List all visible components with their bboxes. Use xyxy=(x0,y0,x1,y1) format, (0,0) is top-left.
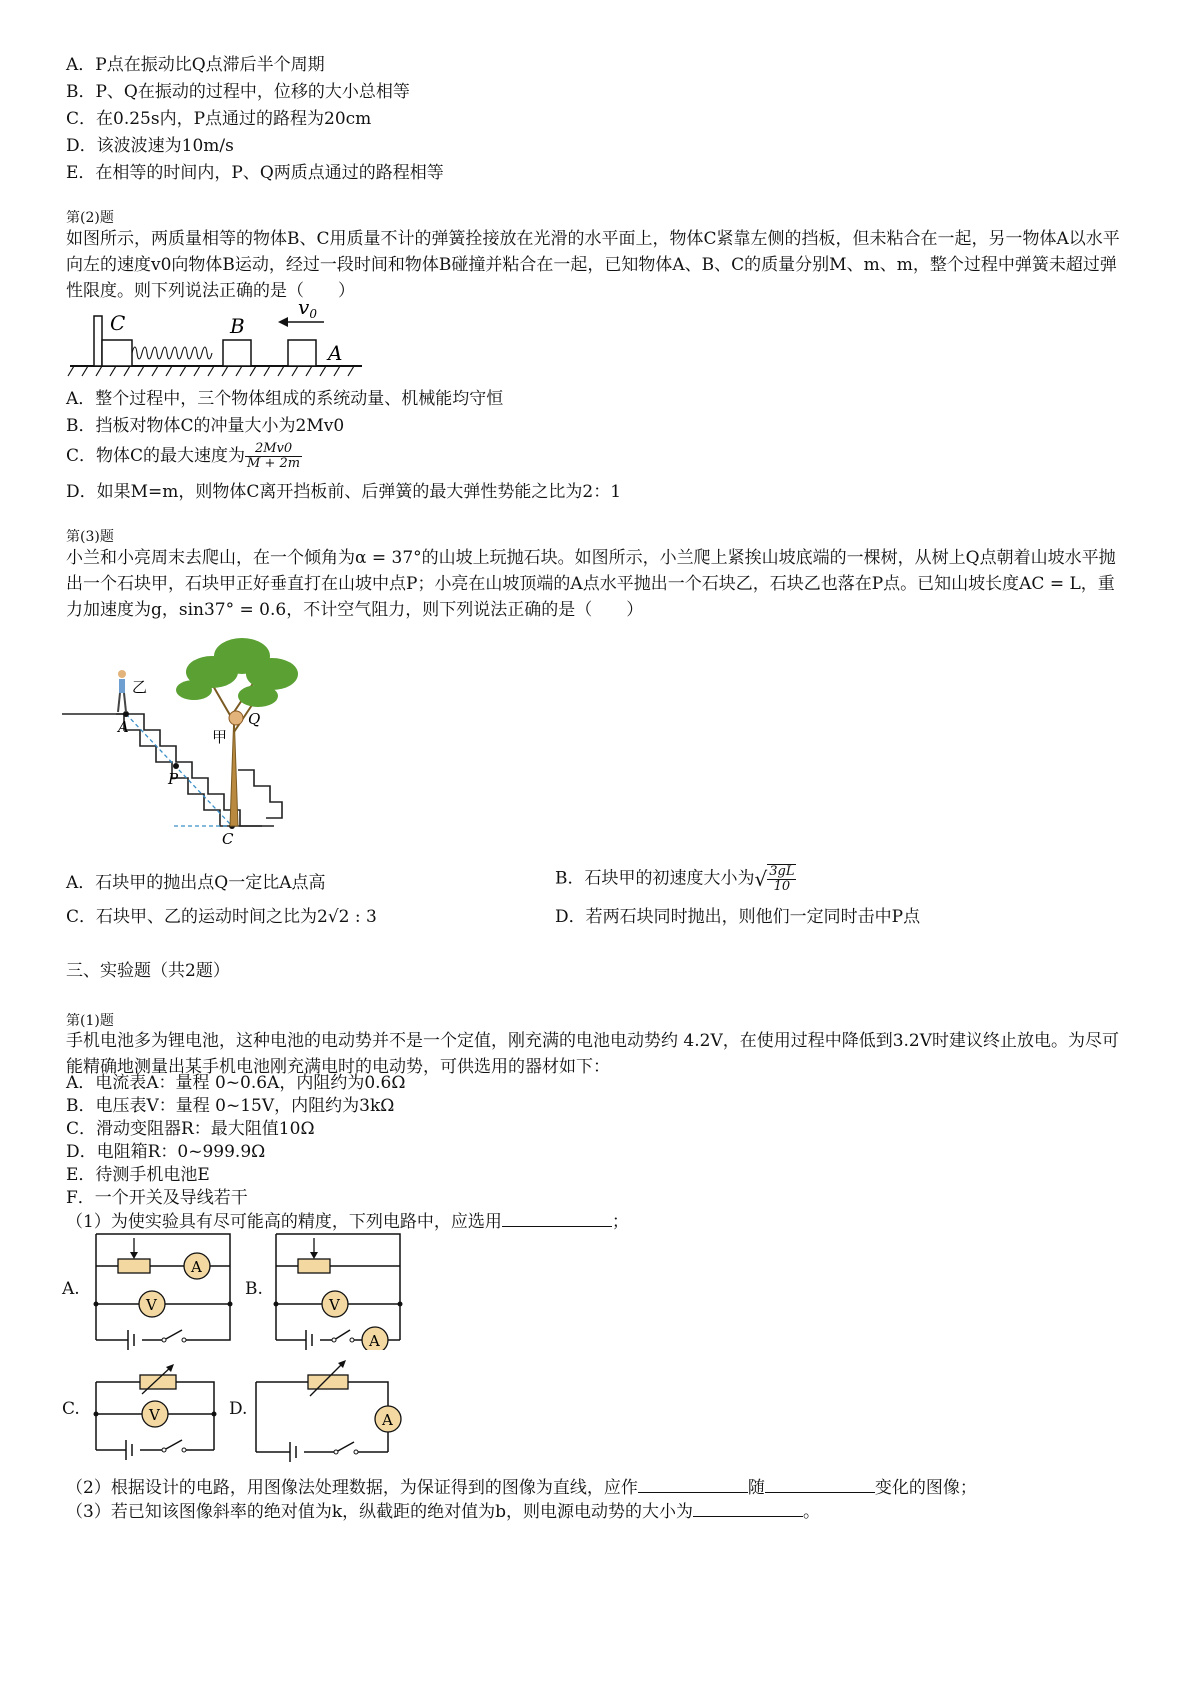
svg-text:A: A xyxy=(191,1258,202,1276)
label-q: Q xyxy=(248,710,261,728)
label-a: A xyxy=(118,718,129,736)
equipment-e: E．待测手机电池E xyxy=(66,1165,210,1185)
point-p xyxy=(173,763,179,769)
label-yi: 乙 xyxy=(132,678,148,696)
svg-text:A: A xyxy=(382,1411,393,1429)
block-b xyxy=(223,340,251,366)
girl-jia xyxy=(229,711,243,725)
answer-blank-x[interactable] xyxy=(765,1476,875,1493)
prev-option-b: B．P、Q在振动的过程中，位移的大小总相等 xyxy=(66,82,410,102)
question-3-option-b: B．石块甲的初速度大小为√ $\frac{3gL}{10}$ xyxy=(555,864,795,894)
block-c xyxy=(102,340,132,366)
prev-option-d: D．该波波速为10m/s xyxy=(66,136,234,156)
label-jia: 甲 xyxy=(212,728,228,746)
circuit-label-c: C. xyxy=(62,1399,80,1419)
question-3-option-c: C．石块甲、乙的运动时间之比为2√2 : 3 xyxy=(66,907,377,927)
prev-option-c: C．在0.25s内，P点通过的路程为20cm xyxy=(66,109,372,129)
circuit-a xyxy=(88,1228,238,1350)
equipment-a: A．电流表A：量程 0~0.6A，内阻约为0.6Ω xyxy=(66,1073,406,1093)
block-spring-figure xyxy=(66,300,366,382)
slope-tree-figure xyxy=(62,632,322,852)
answer-blank-emf[interactable] xyxy=(693,1500,803,1517)
question-2-stem: 如图所示，两质量相等的物体B、C用质量不计的弹簧拴接放在光滑的水平面上，物体C紧靠左侧的挡板，但未粘合在一起，另一物体A以水平向左的速度v0向物体B运动，经过一段时间和物体B碰撞并粘合在一起，已知物体A、B、C的质量分别M、m、m，整个过程中弹簧未超过弹性限度。则下列说法正确的是（ ） xyxy=(66,229,1120,301)
prev-option-a: A．P点在振动比Q点滞后半个周期 xyxy=(66,55,325,75)
question-3-label: 第(3)题 xyxy=(66,529,114,545)
question-3-option-a: A．石块甲的抛出点Q一定比A点高 xyxy=(66,873,326,893)
svg-text:A: A xyxy=(369,1332,380,1350)
circuit-label-a: A. xyxy=(62,1279,80,1299)
experiment-q3: （3）若已知该图像斜率的绝对值为k，纵截距的绝对值为b，则电源电动势的大小为 。 xyxy=(66,1502,820,1522)
circuit-c xyxy=(88,1360,224,1462)
label-c: C xyxy=(222,830,234,848)
label-p: P xyxy=(168,770,179,788)
circuit-label-b: B. xyxy=(245,1279,263,1299)
experiment-1-stem: 手机电池多为锂电池，这种电池的电动势并不是一个定值，刚充满的电池电动势约 4.2V，在使用过程中降低到3.2V时建议终止放电。为尽可能精确地测量出某手机电池刚充满电时的电动势，可供选用的器材如下： xyxy=(66,1031,1120,1077)
spring xyxy=(132,347,212,359)
equipment-c: C．滑动变阻器R：最大阻值10Ω xyxy=(66,1119,315,1139)
wall-board xyxy=(94,316,102,366)
experiment-q1: （1）为使实验具有尽可能高的精度，下列电路中，应选用 ； xyxy=(66,1212,629,1232)
ground-hatch xyxy=(68,366,354,376)
question-2-option-a: A．整个过程中，三个物体组成的系统动量、机械能均守恒 xyxy=(66,389,504,409)
label-c: C xyxy=(110,311,126,335)
prev-option-e: E．在相等的时间内，P、Q两质点通过的路程相等 xyxy=(66,163,444,183)
boy-yi xyxy=(118,670,126,678)
circuit-label-d: D. xyxy=(229,1399,248,1419)
equipment-f: F．一个开关及导线若干 xyxy=(66,1188,248,1208)
svg-text:V: V xyxy=(146,1296,157,1314)
label-v0: $v_0$ xyxy=(298,300,317,321)
answer-blank-y[interactable] xyxy=(638,1476,748,1493)
fraction-3gl-10: $\frac{3gL}{10}$ xyxy=(769,864,795,894)
question-2-label: 第(2)题 xyxy=(66,210,114,226)
stairs-right xyxy=(238,770,282,818)
question-2-option-d: D．如果M=m，则物体C离开挡板前、后弹簧的最大弹性势能之比为2：1 xyxy=(66,482,622,502)
experiment-1-label: 第(1)题 xyxy=(66,1013,114,1029)
circuit-b xyxy=(268,1228,418,1350)
block-a xyxy=(288,340,316,366)
tree-canopy xyxy=(176,638,298,707)
label-a: A xyxy=(328,341,343,365)
question-2-option-b: B．挡板对物体C的冲量大小为2Mv0 xyxy=(66,416,345,436)
circuit-d xyxy=(250,1352,414,1466)
question-3-stem: 小兰和小亮周末去爬山，在一个倾角为α = 37°的山坡上玩抛石块。如图所示，小兰爬上紧挨山坡底端的一棵树，从树上Q点朝着山坡水平抛出一个石块甲，石块甲正好垂直打在山坡中点P；小亮在山坡顶端的A点水平抛出一个石块乙，石块乙也落在P点。已知山坡长度AC = L，重力加速度为g，sin37° = 0.6，不计空气阻力，则下列说法正确的是（ ） xyxy=(66,548,1116,620)
question-3-option-d: D．若两石块同时抛出，则他们一定同时击中P点 xyxy=(555,907,921,927)
equipment-b: B．电压表V：量程 0~15V，内阻约为3kΩ xyxy=(66,1096,395,1116)
svg-text:V: V xyxy=(329,1296,340,1314)
svg-text:V: V xyxy=(149,1406,160,1424)
answer-blank-circuit[interactable] xyxy=(502,1210,612,1227)
equipment-d: D．电阻箱R：0~999.9Ω xyxy=(66,1142,266,1162)
fraction-2mv0: $\frac{2Mv0}{M + 2m}$ xyxy=(247,441,301,471)
question-2-option-c: C．物体C的最大速度为 $\frac{2Mv0}{M + 2m}$ xyxy=(66,441,301,471)
label-b: B xyxy=(230,314,245,338)
section-title: 三、实验题（共2题） xyxy=(66,961,230,981)
experiment-q2: （2）根据设计的电路，用图像法处理数据，为保证得到的图像为直线，应作 随 变化的图像； xyxy=(66,1478,977,1498)
